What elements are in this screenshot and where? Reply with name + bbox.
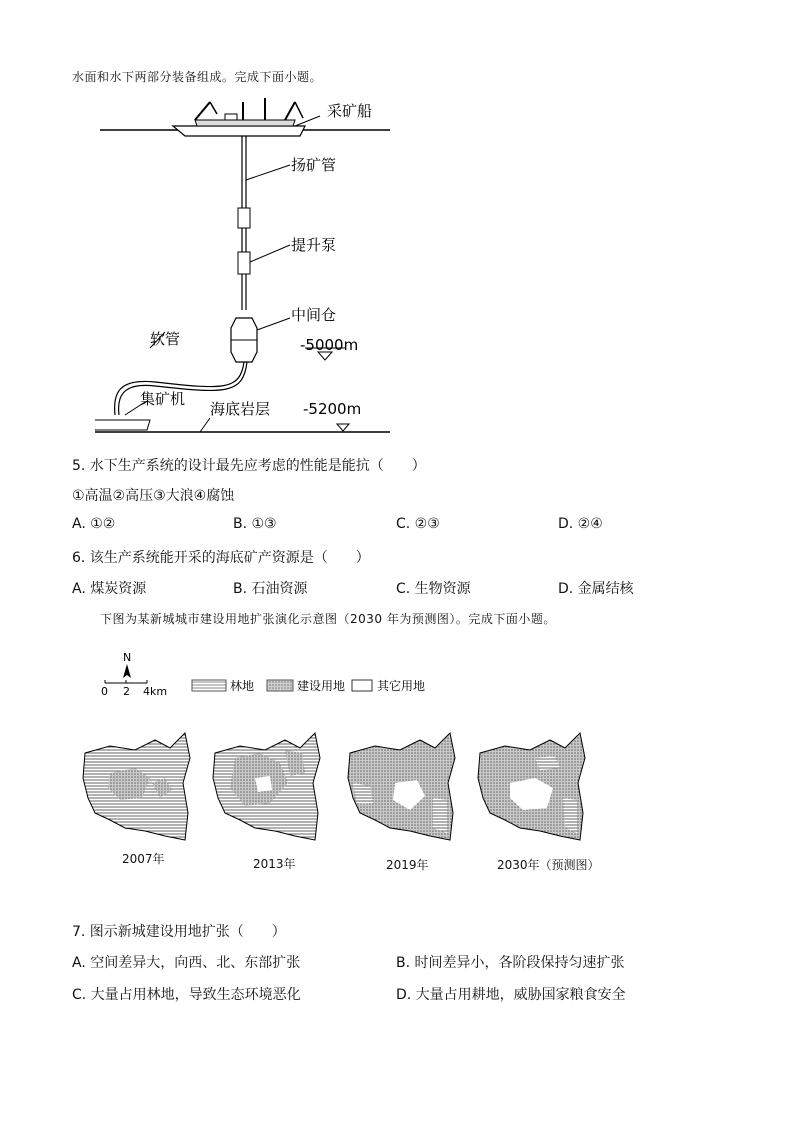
q5-option-b[interactable]: B. ①③ (233, 516, 277, 532)
north-arrow-icon (123, 664, 131, 678)
q7-option-a[interactable]: A. 空间差异大，向西、北、东部扩张 (72, 955, 301, 971)
intro-text-2: 下图为某新城城市建设用地扩张演化示意图（2030 年为预测图）。完成下面小题。 (100, 612, 556, 626)
year-2030: 2030年（预测图） (497, 858, 600, 872)
q6-stem: 6. 该生产系统能开采的海底矿产资源是（ ） (72, 550, 370, 566)
q6-option-c[interactable]: C. 生物资源 (396, 581, 471, 597)
label-collector: 集矿机 (140, 390, 186, 408)
legend-forest-swatch (192, 680, 226, 691)
pump-1-icon (238, 208, 250, 228)
q7-option-c[interactable]: C. 大量占用林地，导致生态环境恶化 (72, 987, 301, 1003)
label-ship: 采矿船 (327, 102, 373, 120)
seafloor-marker-icon (337, 424, 349, 431)
label-buffer: 中间仓 (291, 306, 337, 324)
label-pump: 提升泵 (291, 236, 337, 254)
label-riser: 扬矿管 (291, 156, 337, 174)
q5-sub: ①高温②高压③大浪④腐蚀 (72, 488, 235, 504)
q5-option-a[interactable]: A. ①② (72, 516, 116, 532)
q6-option-d[interactable]: D. 金属结核 (558, 581, 634, 597)
year-2013: 2013年 (253, 857, 296, 871)
q6-option-a[interactable]: A. 煤炭资源 (72, 581, 147, 597)
label-depth-5000: -5000m (300, 336, 359, 354)
legend-construction-swatch (267, 680, 293, 691)
mining-ship-icon (173, 98, 305, 136)
label-depth-5200: -5200m (303, 400, 362, 418)
map-2007 (83, 733, 190, 840)
mining-system-diagram (95, 90, 395, 440)
legend-forest: 林地 (230, 679, 255, 693)
scale-2: 2 (123, 685, 130, 698)
north-label: N (123, 651, 132, 664)
year-2007: 2007年 (122, 852, 165, 866)
land-use-maps (80, 728, 610, 848)
collector-icon (95, 420, 150, 430)
legend-construction: 建设用地 (297, 679, 346, 693)
q5-stem: 5. 水下生产系统的设计最先应考虑的性能是能抗（ ） (72, 458, 426, 474)
q5-option-c[interactable]: C. ②③ (396, 516, 440, 532)
map-2013 (213, 733, 320, 840)
q7-option-b[interactable]: B. 时间差异小，各阶段保持匀速扩张 (396, 955, 625, 971)
pump-2-icon (238, 252, 250, 274)
map-2030 (478, 733, 585, 840)
intro-text: 水面和水下两部分装备组成。完成下面小题。 (72, 70, 323, 84)
legend-other-swatch (352, 680, 372, 691)
label-bedrock: 海底岩层 (210, 400, 271, 418)
map-2019 (348, 733, 455, 840)
q7-option-d[interactable]: D. 大量占用耕地，威胁国家粮食安全 (396, 987, 626, 1003)
label-hose: 软管 (150, 330, 181, 348)
q5-option-d[interactable]: D. ②④ (558, 516, 603, 532)
legend-other: 其它用地 (377, 679, 426, 693)
q6-option-b[interactable]: B. 石油资源 (233, 581, 308, 597)
scale-0: 0 (101, 685, 108, 698)
map-legend (95, 648, 455, 698)
year-2019: 2019年 (386, 858, 429, 872)
q7-stem: 7. 图示新城建设用地扩张（ ） (72, 924, 286, 940)
scale-4km: 4km (143, 685, 168, 698)
